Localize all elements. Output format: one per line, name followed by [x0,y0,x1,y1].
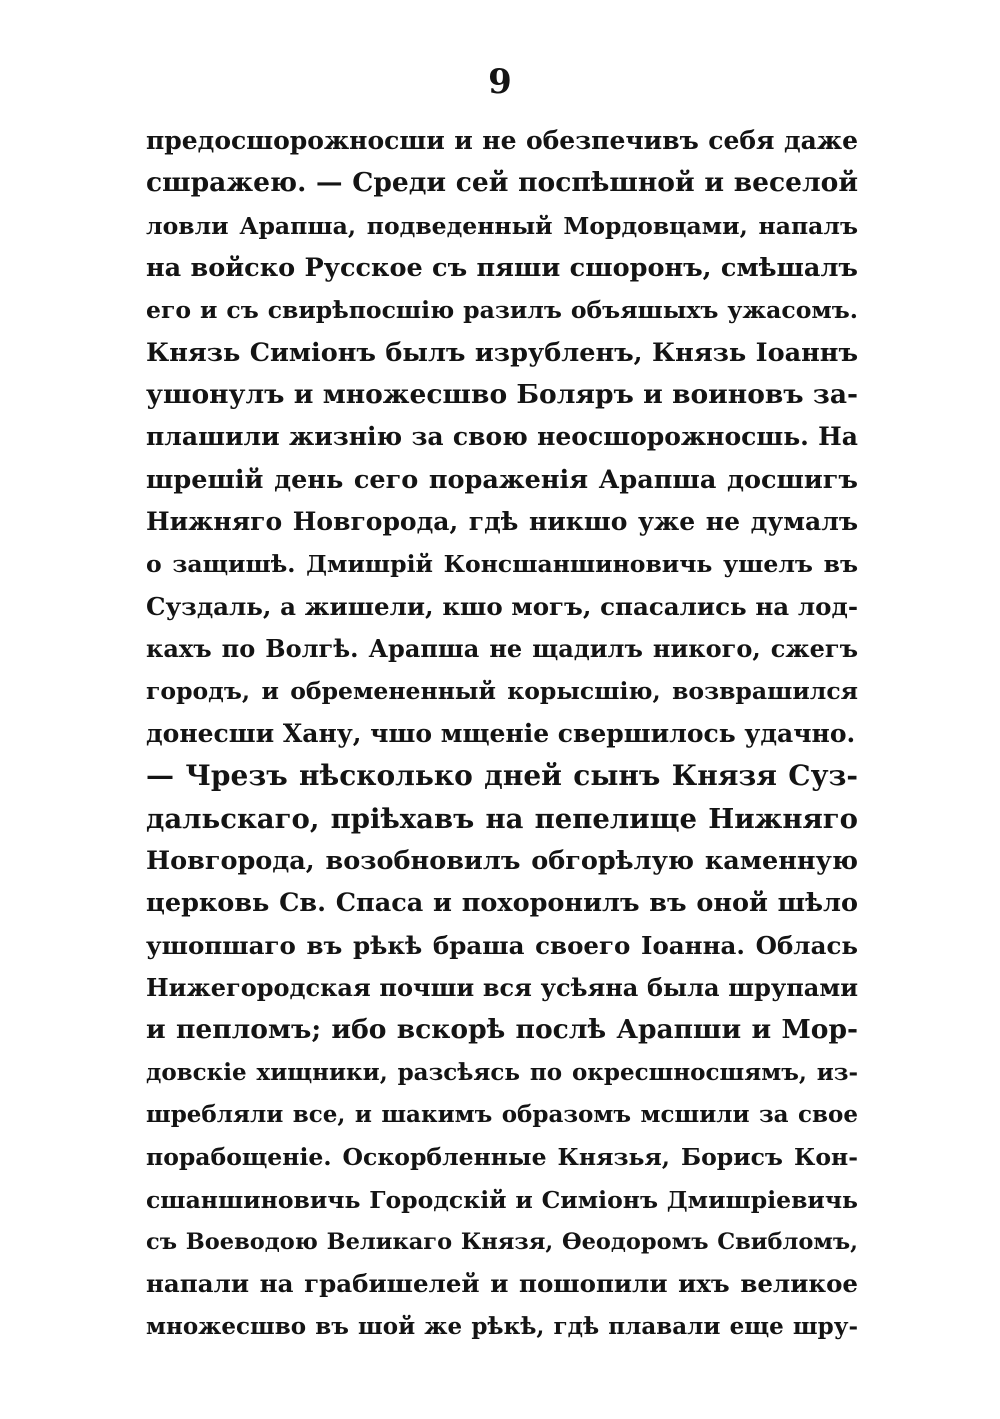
text-line: ловли Арапша, подведенный Мордовцами, напалъ [146,211,858,240]
text-line: сшаншиновичь Городскій и Симіонъ Дмишріевичь [146,1185,858,1214]
text-line: донесши Хану, чшо мщеніе свершилось удачно. [146,718,856,748]
text-line: сшражею. — Среди сей поспѣшной и веселой [146,167,858,199]
text-line: шрешій день сего пораженія Арапша досшигъ [146,464,858,495]
text-line: предосшорожносши и не обезпечивъ себя даже [146,126,858,155]
text-line: ушопшаго въ рѣкѣ браша своего Іоанна. Облась [146,930,858,960]
text-line: съ Воеводою Великаго Князя, Ѳеодоромъ Свибломъ, [146,1228,858,1255]
text-line: множесшво въ шой же рѣкѣ, гдѣ плавали еще шру- [146,1312,858,1340]
text-line: ушонулъ и множесшво Боляръ и воиновъ за- [146,379,858,411]
text-line: Новгорода, возобновилъ обгорѣлую каменную [146,845,858,876]
text-line: на войско Русское съ пяши сшоронъ, смѣшалъ [146,253,858,284]
text-line: церковь Св. Спаса и похоронилъ въ оной шѣло [146,888,858,919]
text-line: его и съ свирѣпосшію разилъ объяшыхъ ужасомъ. [146,296,858,325]
text-line: и пепломъ; ибо вскорѣ послѣ Арапши и Мор- [146,1014,858,1046]
text-line: плашили жизнію за свою неосшорожносшь. На [146,422,858,452]
text-line: кахъ по Волгѣ. Арапша не щадилъ никого, сжегъ [146,634,858,664]
page-number: 9 [488,62,512,102]
text-line: городъ, и обремененный корысшію, возврашился [146,677,858,706]
text-line: шребляли все, и шакимъ образомъ мсшили за свое [146,1100,858,1128]
text-line: довскіе хищники, разсѣясь по окресшносшямъ, из- [146,1058,858,1086]
text-line: о защишѣ. Дмишрій Консшаншиновичь ушелъ въ [146,550,858,579]
text-line: Нижняго Новгорода, гдѣ никшо уже не думалъ [146,507,858,537]
text-line: дальскаго, пріѣхавъ на пепелище Нижняго [146,802,858,835]
body-text [146,120,858,1348]
text-line: — Чрезъ нѣсколько дней сынъ Князя Суз- [146,759,858,793]
text-line: порабощеніе. Оскорбленные Князья, Борисъ Кон- [146,1143,858,1172]
text-line: Нижегородская почши вся усѣяна была шрупами [146,972,858,1002]
text-line: Князь Симіонъ былъ изрубленъ, Князь Іоаннъ [146,337,858,368]
text-line: Суздаль, а жишели, кшо могъ, спасались на лод- [146,591,858,621]
text-line: напали на грабишелей и пошопили ихъ великое [146,1269,858,1299]
